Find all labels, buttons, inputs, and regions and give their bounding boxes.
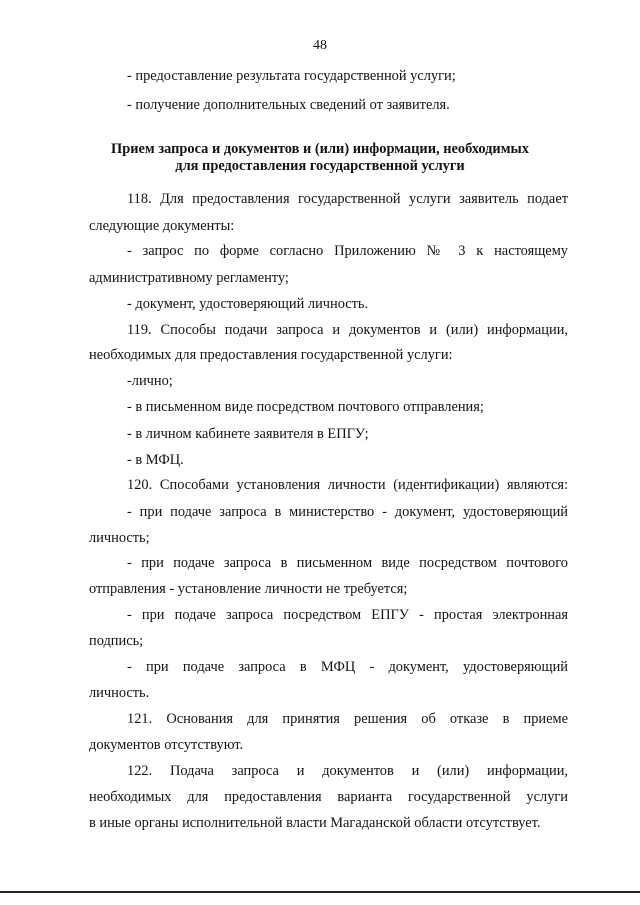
paragraph-120-item-4-line-1: - при подаче запроса в МФЦ - документ, удостоверяющий <box>127 659 568 675</box>
paragraph-119-item-mfc: - в МФЦ. <box>127 452 184 468</box>
paragraph-121-line-1: 121. Основания для принятия решения об отказе в приеме <box>127 711 568 727</box>
footer-rule <box>0 891 640 893</box>
paragraph-120-item-2-line-1: - при подаче запроса в письменном виде посредством почтового <box>127 555 568 571</box>
paragraph-119-item-in-person: -лично; <box>127 373 173 389</box>
paragraph-120-item-4-line-2: личность. <box>89 685 150 701</box>
paragraph-118-item-1-line-1: - запрос по форме согласно Приложению № 3 к настоящему <box>127 243 568 259</box>
page-number: 48 <box>313 38 327 53</box>
paragraph-121-line-2: документов отсутствуют. <box>89 737 244 753</box>
paragraph-119-line-2: необходимых для предоставления государственной услуги: <box>89 347 453 363</box>
paragraph-118-line-2: следующие документы: <box>89 218 235 234</box>
section-heading-line-1: Прием запроса и документов и (или) информации, необходимых <box>111 141 529 157</box>
paragraph-119-item-epgu: - в личном кабинете заявителя в ЕПГУ; <box>127 426 369 442</box>
intro-item-info: - получение дополнительных сведений от заявителя. <box>127 97 450 113</box>
paragraph-120-item-1-line-1: - при подаче запроса в министерство - документ, удостоверяющий <box>127 504 568 520</box>
paragraph-118-item-1-line-2: административному регламенту; <box>89 270 289 286</box>
section-heading-line-2: для предоставления государственной услуги <box>175 158 465 174</box>
paragraph-120-line-1: 120. Способами установления личности (идентификации) являются: <box>127 477 568 493</box>
paragraph-119-item-mail: - в письменном виде посредством почтового отправления; <box>127 399 484 415</box>
paragraph-122-line-3: в иные органы исполнительной власти Магаданской области отсутствует. <box>89 815 541 831</box>
paragraph-120-item-1-line-2: личность; <box>89 530 150 546</box>
paragraph-119-line-1: 119. Способы подачи запроса и документов и (или) информации, <box>127 322 568 338</box>
paragraph-120-item-3-line-2: подпись; <box>89 633 144 649</box>
paragraph-120-item-2-line-2: отправления - установление личности не требуется; <box>89 581 408 597</box>
paragraph-122-line-1: 122. Подача запроса и документов и (или) информации, <box>127 763 568 779</box>
paragraph-122-line-2: необходимых для предоставления варианта государственной услуги <box>89 789 568 805</box>
paragraph-118-item-2: - документ, удостоверяющий личность. <box>127 296 369 312</box>
intro-item-result: - предоставление результата государственной услуги; <box>127 68 456 84</box>
paragraph-118-line-1: 118. Для предоставления государственной услуги заявитель подает <box>127 191 568 207</box>
paragraph-120-item-3-line-1: - при подаче запроса посредством ЕПГУ - простая электронная <box>127 607 568 623</box>
